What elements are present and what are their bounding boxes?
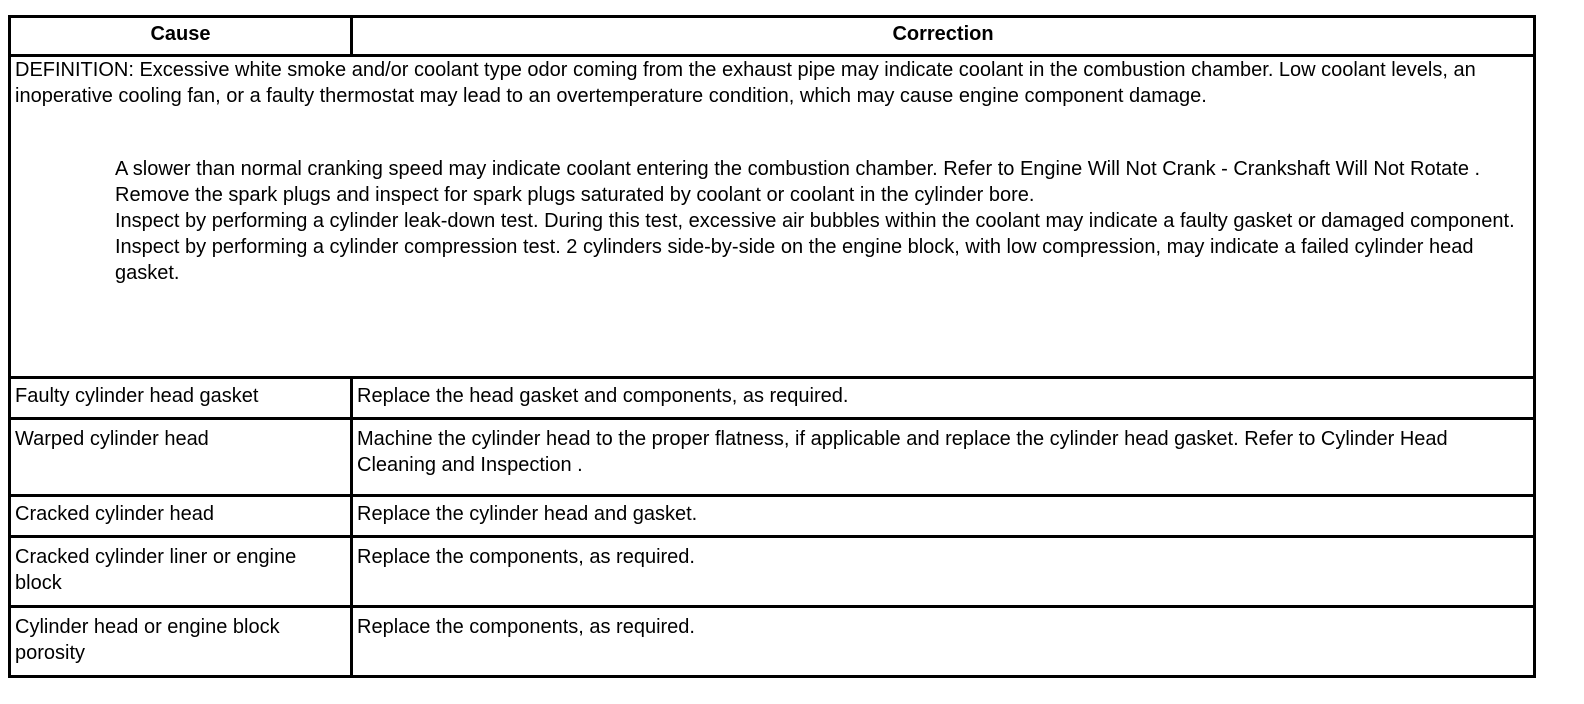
table-row (10, 378, 1535, 419)
diagnostic-table (8, 15, 1536, 678)
correction-cell: Replace the components, as required. (352, 607, 1535, 677)
step-item: Inspect by performing a cylinder compression test. 2 cylinders side-by-side on the engine block, with low compression, may indicate a failed cylinder head gasket. (115, 236, 1474, 284)
table-row (10, 419, 1535, 496)
definition-row (10, 56, 1535, 378)
correction-cell: Replace the head gasket and components, as required. (352, 378, 1535, 419)
correction-cell: Machine the cylinder head to the proper flatness, if applicable and replace the cylinder head gasket. Refer to Cylinder Head Cleaning and Inspection . (352, 419, 1535, 496)
cause-cell: Warped cylinder head (10, 419, 352, 496)
correction-header: Correction (352, 17, 1535, 56)
step-item: Remove the spark plugs and inspect for spark plugs saturated by coolant or coolant in the cylinder bore. (115, 184, 1035, 206)
table-row (10, 537, 1535, 607)
table-row (10, 607, 1535, 677)
table-row (10, 496, 1535, 537)
cause-cell: Cylinder head or engine block porosity (10, 607, 352, 677)
diagnostic-steps (115, 156, 1529, 286)
cause-header: Cause (10, 17, 352, 56)
cause-cell: Cracked cylinder liner or engine block (10, 537, 352, 607)
correction-cell: Replace the components, as required. (352, 537, 1535, 607)
correction-cell: Replace the cylinder head and gasket. (352, 496, 1535, 537)
cause-cell: Faulty cylinder head gasket (10, 378, 352, 419)
cause-cell: Cracked cylinder head (10, 496, 352, 537)
step-item: A slower than normal cranking speed may indicate coolant entering the combustion chamber. Refer to Engine Will Not Crank - Crankshaft Will Not Rotate . (115, 158, 1481, 180)
definition-cell (10, 56, 1535, 378)
header-row (10, 17, 1535, 56)
step-item: Inspect by performing a cylinder leak-down test. During this test, excessive air bubbles within the coolant may indicate a faulty gasket or damaged component. (115, 210, 1515, 232)
definition-text: DEFINITION: Excessive white smoke and/or coolant type odor coming from the exhaust pipe may indicate coolant in the combustion chamber. Low coolant levels, an inoperative cooling fan, or a faulty thermostat may lead to an overtemperature condition, which may cause engine component damage. (15, 59, 1476, 107)
